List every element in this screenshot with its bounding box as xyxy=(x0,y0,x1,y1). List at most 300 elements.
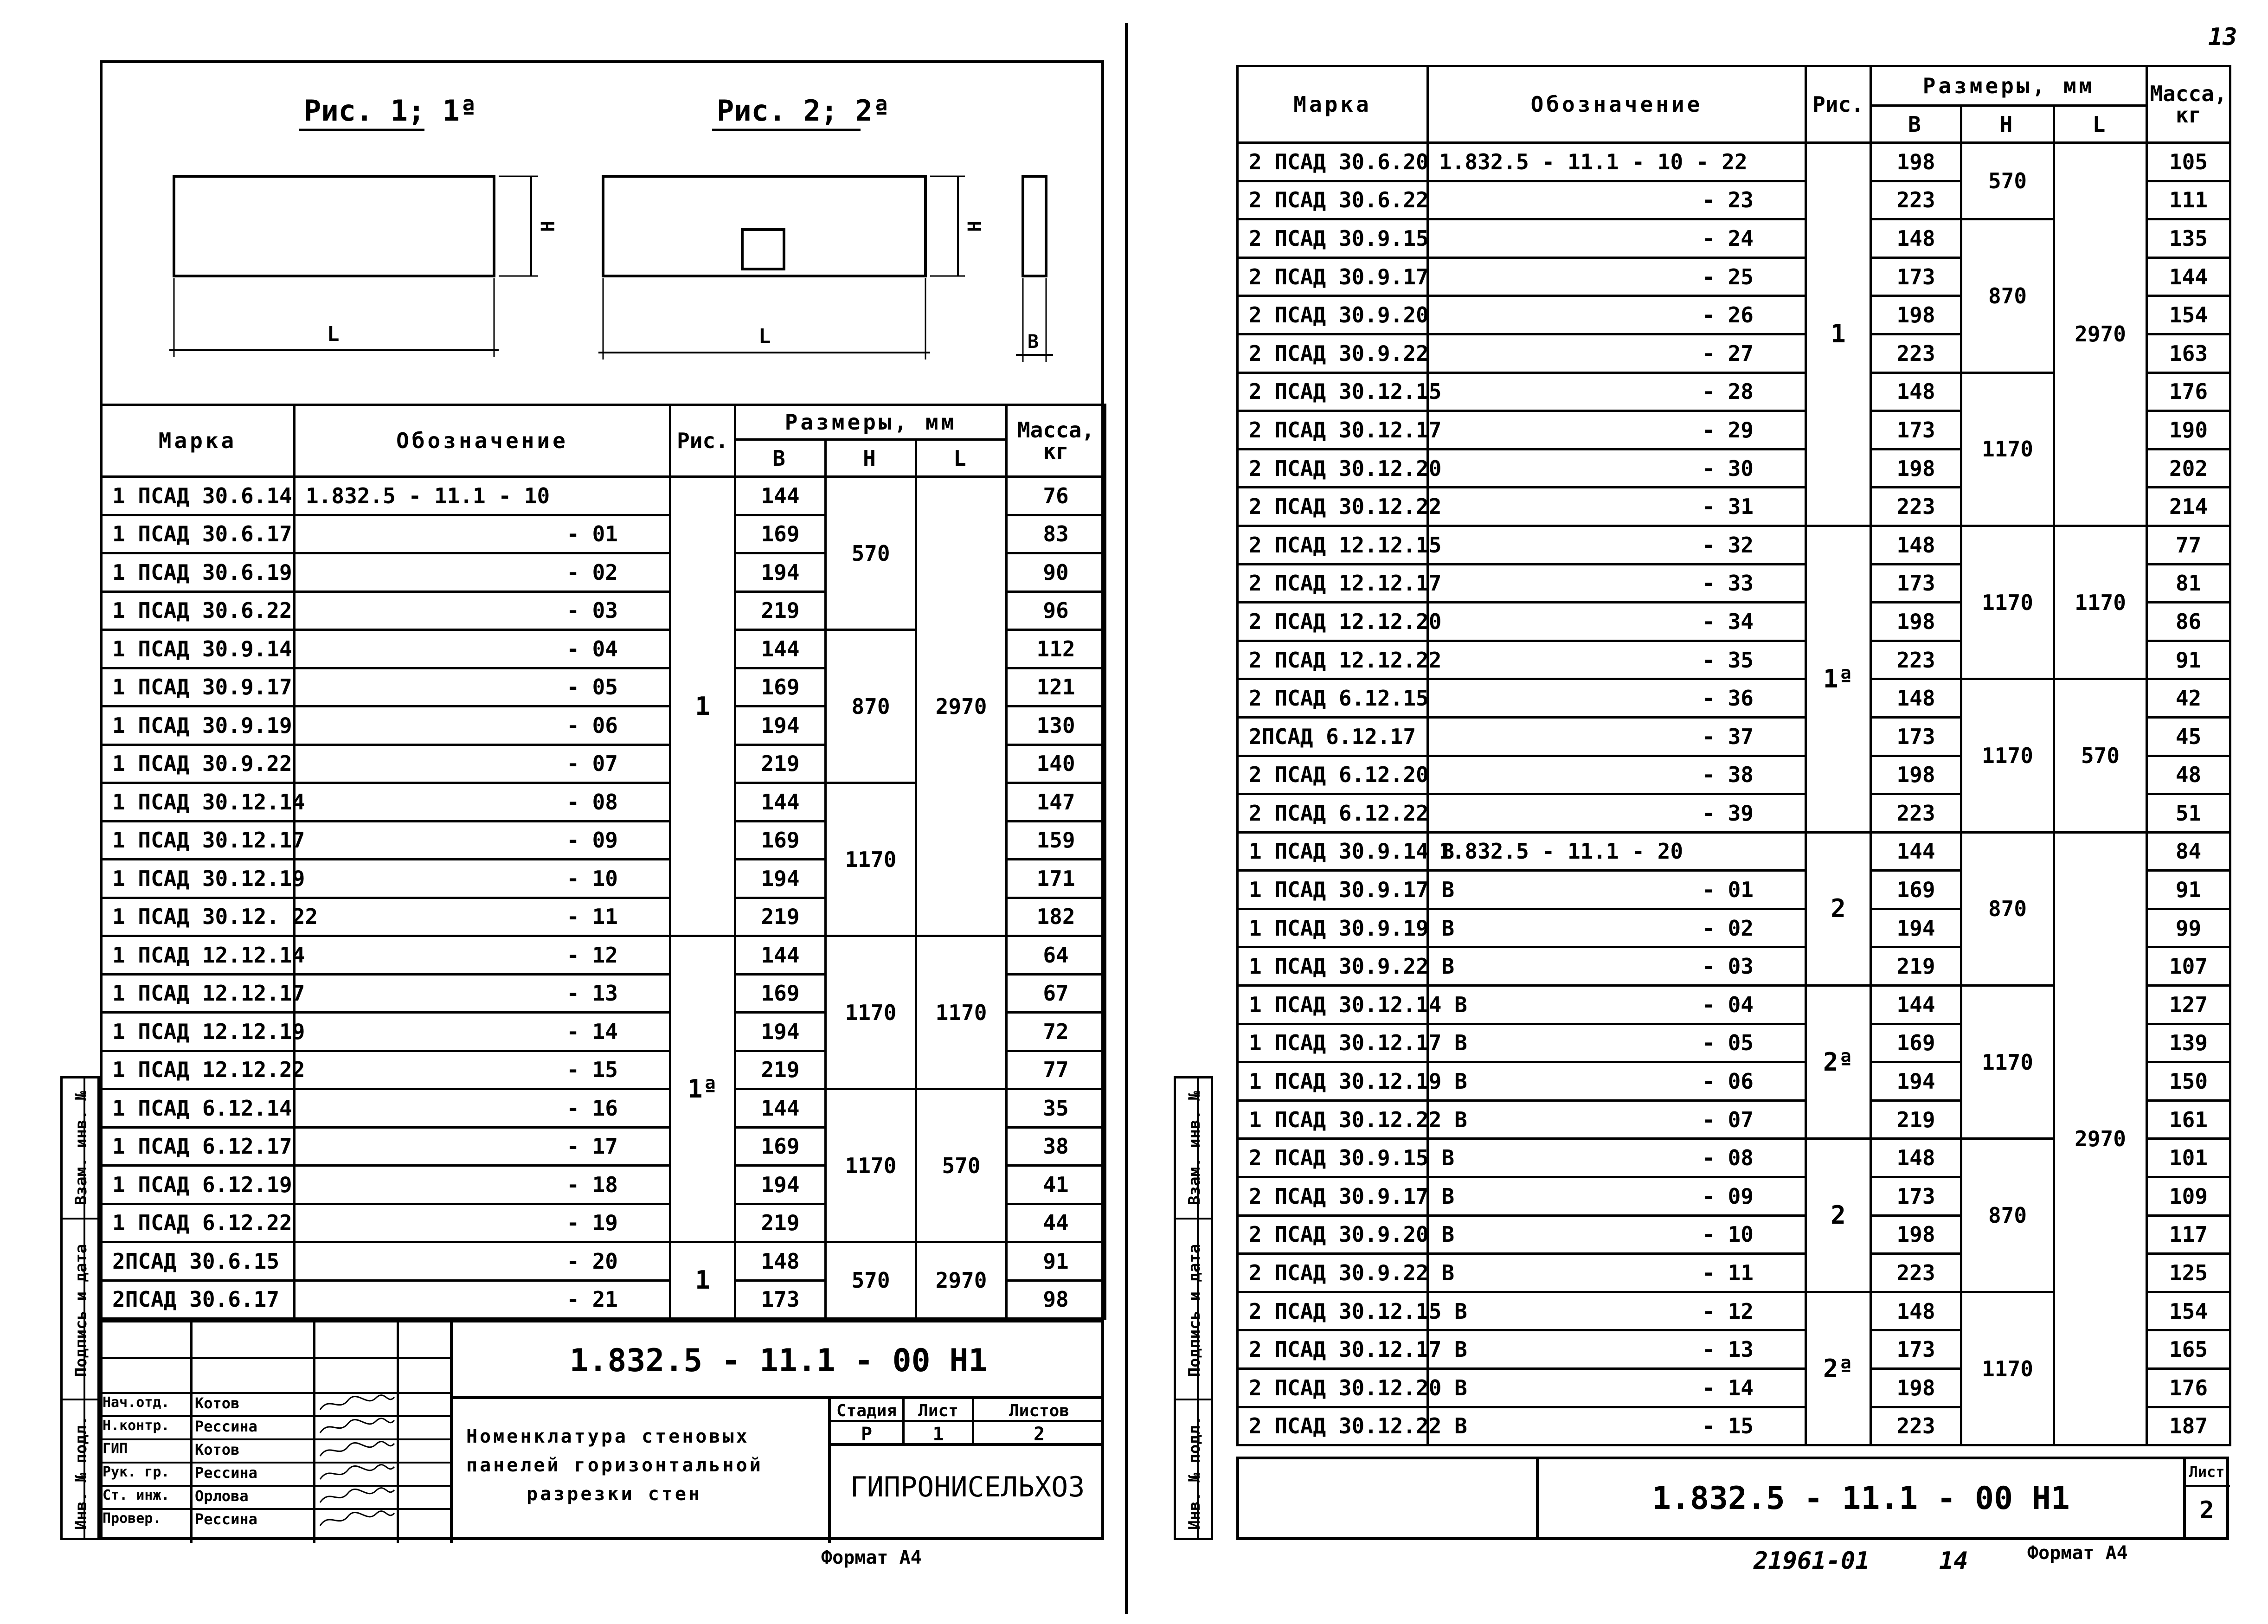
cell-h: 1170 xyxy=(1961,986,2054,1139)
cell-b: 194 xyxy=(1871,1062,1961,1101)
cell-marka: 1 ПСАД 12.12.22 xyxy=(101,1051,295,1089)
cell-massa: 98 xyxy=(1007,1280,1105,1319)
cell-oboz: - 25 xyxy=(1428,257,1806,296)
signature xyxy=(318,1463,397,1485)
left-side-label-3: Инв. № подл. xyxy=(72,1416,90,1530)
cell-h: 1170 xyxy=(826,783,916,936)
cell-massa: 105 xyxy=(2147,143,2230,181)
table-row xyxy=(1238,679,2230,718)
cell-b: 219 xyxy=(735,1204,826,1242)
cell-b: 169 xyxy=(1871,1024,1961,1062)
cell-massa: 35 xyxy=(1007,1089,1105,1128)
stamp-role: ГИП xyxy=(103,1441,128,1457)
cell-l: 2970 xyxy=(2054,832,2147,1445)
cell-massa: 48 xyxy=(2147,756,2230,794)
r-hdr-massa: Масса, кг xyxy=(2147,66,2230,143)
cell-oboz: - 31 xyxy=(1428,488,1806,526)
cell-marka: 1 ПСАД 12.12.19 xyxy=(101,1013,295,1051)
cell-oboz: - 38 xyxy=(1428,756,1806,794)
r-hdr-l: L xyxy=(2054,106,2147,143)
cell-oboz: 1.832.5 - 11.1 - 10 - 22 xyxy=(1428,143,1806,181)
cell-massa: 190 xyxy=(2147,411,2230,449)
cell-marka: 2 ПСАД 30.12.20 xyxy=(1238,449,1428,488)
cell-marka: 2 ПСАД 12.12.17 xyxy=(1238,564,1428,603)
cell-b: 198 xyxy=(1871,143,1961,181)
cell-massa: 81 xyxy=(2147,564,2230,603)
cell-oboz: - 07 xyxy=(1428,1100,1806,1139)
cell-b: 194 xyxy=(735,1013,826,1051)
cell-h: 570 xyxy=(826,1242,916,1319)
left-side-label-1: Взам. инв. № xyxy=(72,1091,90,1205)
left-doc-code: 1.832.5 - 11.1 - 00 Н1 xyxy=(453,1322,1104,1399)
cell-massa: 111 xyxy=(2147,181,2230,219)
cell-marka: 2 ПСАД 30.9.20 В xyxy=(1238,1215,1428,1254)
cell-massa: 67 xyxy=(1007,974,1105,1013)
cell-oboz: - 14 xyxy=(295,1013,670,1051)
hdr-razmery: Размеры, мм xyxy=(735,405,1007,440)
stamp-role: Н.контр. xyxy=(103,1418,170,1434)
cell-oboz: - 05 xyxy=(295,668,670,706)
sheet-page: 14 xyxy=(1939,1547,1968,1575)
cell-massa: 214 xyxy=(2147,488,2230,526)
cell-h: 870 xyxy=(1961,219,2054,372)
cell-l: 1170 xyxy=(2054,526,2147,679)
cell-marka: 2 ПСАД 30.9.17 В xyxy=(1238,1177,1428,1216)
cell-oboz: - 08 xyxy=(295,783,670,822)
cell-oboz: - 12 xyxy=(295,936,670,975)
cell-b: 223 xyxy=(1871,794,1961,833)
cell-oboz: - 32 xyxy=(1428,526,1806,564)
cell-massa: 84 xyxy=(2147,832,2230,871)
cell-oboz: - 34 xyxy=(1428,603,1806,641)
cell-massa: 42 xyxy=(2147,679,2230,718)
cell-marka: 2 ПСАД 6.12.15 xyxy=(1238,679,1428,718)
cell-massa: 182 xyxy=(1007,898,1105,936)
cell-marka: 1 ПСАД 30.9.14 xyxy=(101,630,295,668)
cell-massa: 83 xyxy=(1007,515,1105,553)
cell-oboz: - 13 xyxy=(295,974,670,1013)
cell-l: 2970 xyxy=(916,477,1007,936)
cell-b: 223 xyxy=(1871,1407,1961,1445)
cell-marka: 2 ПСАД 12.12.22 xyxy=(1238,641,1428,679)
cell-marka: 1 ПСАД 6.12.17 xyxy=(101,1127,295,1166)
right-side-label-3: Инв. № подл. xyxy=(1185,1416,1204,1530)
cell-ris: 1 xyxy=(1806,143,1871,526)
cell-oboz: 1.832.5 - 11.1 - 10 xyxy=(295,477,670,515)
cell-oboz: - 14 xyxy=(1428,1369,1806,1407)
cell-massa: 125 xyxy=(2147,1254,2230,1292)
cell-massa: 154 xyxy=(2147,296,2230,334)
stamp-name: Рессина xyxy=(195,1464,257,1482)
cell-massa: 130 xyxy=(1007,706,1105,745)
cell-b: 223 xyxy=(1871,334,1961,372)
stamp-role: Провер. xyxy=(103,1510,161,1527)
cell-marka: 2 ПСАД 30.12.17 xyxy=(1238,411,1428,449)
org-name: ГИПРОНИСЕЛЬХОЗ xyxy=(850,1471,1085,1503)
cell-massa: 144 xyxy=(2147,257,2230,296)
cell-ris: 2ª xyxy=(1806,986,1871,1139)
cell-massa: 109 xyxy=(2147,1177,2230,1216)
cell-b: 194 xyxy=(735,706,826,745)
cell-oboz: - 21 xyxy=(295,1280,670,1319)
cell-massa: 140 xyxy=(1007,745,1105,783)
r-hdr-h: Н xyxy=(1961,106,2054,143)
cell-oboz: - 26 xyxy=(1428,296,1806,334)
right-list-value: 2 xyxy=(2199,1496,2214,1524)
cell-marka: 2 ПСАД 30.9.20 xyxy=(1238,296,1428,334)
cell-oboz: - 37 xyxy=(1428,717,1806,756)
cell-massa: 72 xyxy=(1007,1013,1105,1051)
cell-marka: 1 ПСАД 30.9.17 В xyxy=(1238,871,1428,909)
cell-oboz: - 10 xyxy=(1428,1215,1806,1254)
signature xyxy=(318,1486,397,1508)
cell-oboz: - 07 xyxy=(295,745,670,783)
cell-oboz: - 01 xyxy=(295,515,670,553)
listov-label: Листов xyxy=(1009,1401,1070,1420)
cell-oboz: - 08 xyxy=(1428,1139,1806,1177)
list-label: Лист xyxy=(918,1401,958,1420)
list-value: 1 xyxy=(932,1424,944,1445)
cell-b: 198 xyxy=(1871,603,1961,641)
cell-b: 219 xyxy=(735,591,826,630)
stamp-name: Котов xyxy=(195,1394,240,1412)
cell-oboz: - 03 xyxy=(1428,947,1806,986)
cell-massa: 77 xyxy=(1007,1051,1105,1089)
cell-h: 1170 xyxy=(826,1089,916,1242)
cell-marka: 1 ПСАД 12.12.17 xyxy=(101,974,295,1013)
cell-b: 194 xyxy=(735,860,826,898)
cell-b: 144 xyxy=(735,477,826,515)
cell-marka: 2 ПСАД 30.9.22 В xyxy=(1238,1254,1428,1292)
cell-l: 2970 xyxy=(916,1242,1007,1319)
left-doc-title xyxy=(466,1422,805,1508)
cell-h: 870 xyxy=(1961,832,2054,985)
fig1-title: Рис. 1; 1ª xyxy=(304,94,477,128)
cell-massa: 64 xyxy=(1007,936,1105,975)
cell-massa: 147 xyxy=(1007,783,1105,822)
stamp-name: Рессина xyxy=(195,1418,257,1435)
cell-marka: 2ПСАД 6.12.17 xyxy=(1238,717,1428,756)
cell-marka: 1 ПСАД 30.12.19 xyxy=(101,860,295,898)
cell-h: 870 xyxy=(1961,1139,2054,1292)
stadia-label: Стадия xyxy=(836,1401,897,1420)
cell-oboz: - 16 xyxy=(295,1089,670,1128)
cell-l: 1170 xyxy=(916,936,1007,1089)
cell-oboz: - 01 xyxy=(1428,871,1806,909)
cell-marka: 2 ПСАД 30.12.15 xyxy=(1238,372,1428,411)
cell-marka: 1 ПСАД 12.12.14 xyxy=(101,936,295,975)
cell-oboz: - 11 xyxy=(1428,1254,1806,1292)
left-spec-table xyxy=(100,404,1106,1320)
cell-massa: 135 xyxy=(2147,219,2230,258)
cell-ris: 1 xyxy=(670,1242,735,1319)
cell-marka: 1 ПСАД 30.6.22 xyxy=(101,591,295,630)
cell-massa: 171 xyxy=(1007,860,1105,898)
cell-massa: 159 xyxy=(1007,821,1105,860)
hdr-ris: Рис. xyxy=(670,405,735,477)
cell-massa: 77 xyxy=(2147,526,2230,564)
cell-b: 169 xyxy=(1871,871,1961,909)
signature xyxy=(318,1509,397,1532)
right-doc-code: 1.832.5 - 11.1 - 00 Н1 xyxy=(1652,1480,2070,1517)
archive-number: 21961-01 xyxy=(1754,1547,1870,1575)
cell-marka: 2 ПСАД 30.9.15 xyxy=(1238,219,1428,258)
cell-marka: 1 ПСАД 30.12.17 xyxy=(101,821,295,860)
cell-marka: 2 ПСАД 30.9.22 xyxy=(1238,334,1428,372)
cell-l: 570 xyxy=(916,1089,1007,1242)
cell-oboz: - 10 xyxy=(295,860,670,898)
cell-ris: 1ª xyxy=(1806,526,1871,832)
cell-marka: 2 ПСАД 30.12.15 В xyxy=(1238,1292,1428,1330)
cell-massa: 176 xyxy=(2147,1369,2230,1407)
right-side-label-1: Взам. инв. № xyxy=(1185,1091,1204,1205)
stamp-role: Ст. инж. xyxy=(103,1487,170,1503)
cell-h: 1170 xyxy=(1961,372,2054,526)
signature xyxy=(318,1393,397,1416)
table-row xyxy=(101,936,1105,975)
stamp-role: Нач.отд. xyxy=(103,1394,170,1411)
cell-massa: 127 xyxy=(2147,986,2230,1024)
page-divider xyxy=(1125,23,1128,1614)
fig2-h-label: H xyxy=(964,220,986,232)
signature xyxy=(318,1417,397,1439)
cell-h: 1170 xyxy=(1961,679,2054,832)
cell-marka: 2 ПСАД 30.6.22 xyxy=(1238,181,1428,219)
cell-b: 219 xyxy=(1871,947,1961,986)
cell-b: 223 xyxy=(1871,488,1961,526)
cell-oboz: - 18 xyxy=(295,1166,670,1204)
cell-ris: 2 xyxy=(1806,832,1871,985)
cell-oboz: - 19 xyxy=(295,1204,670,1242)
hdr-b: В xyxy=(735,440,826,477)
cell-b: 198 xyxy=(1871,756,1961,794)
cell-b: 144 xyxy=(735,1089,826,1128)
table-row xyxy=(101,1089,1105,1128)
cell-massa: 117 xyxy=(2147,1215,2230,1254)
stamp-name: Котов xyxy=(195,1441,240,1458)
cell-b: 173 xyxy=(1871,257,1961,296)
cell-b: 169 xyxy=(735,821,826,860)
cell-marka: 2 ПСАД 30.9.17 xyxy=(1238,257,1428,296)
cell-oboz: - 04 xyxy=(1428,986,1806,1024)
cell-marka: 1 ПСАД 30.6.17 xyxy=(101,515,295,553)
cell-marka: 1 ПСАД 6.12.22 xyxy=(101,1204,295,1242)
cell-marka: 2 ПСАД 6.12.20 xyxy=(1238,756,1428,794)
cell-l: 2970 xyxy=(2054,143,2147,526)
cell-massa: 154 xyxy=(2147,1292,2230,1330)
cell-oboz: - 27 xyxy=(1428,334,1806,372)
r-hdr-marka: Марка xyxy=(1238,66,1428,143)
stadia-value: Р xyxy=(861,1424,873,1445)
cell-oboz: - 15 xyxy=(1428,1407,1806,1445)
r-hdr-oboz: Обозначение xyxy=(1428,66,1806,143)
cell-b: 148 xyxy=(735,1242,826,1281)
cell-b: 198 xyxy=(1871,1215,1961,1254)
cell-ris: 1ª xyxy=(670,936,735,1242)
cell-marka: 2ПСАД 30.6.17 xyxy=(101,1280,295,1319)
cell-b: 173 xyxy=(1871,411,1961,449)
cell-massa: 139 xyxy=(2147,1024,2230,1062)
cell-oboz: - 20 xyxy=(295,1242,670,1281)
left-format: Формат А4 xyxy=(821,1547,922,1568)
cell-massa: 107 xyxy=(2147,947,2230,986)
cell-b: 223 xyxy=(1871,641,1961,679)
cell-oboz: - 02 xyxy=(295,553,670,592)
cell-oboz: - 05 xyxy=(1428,1024,1806,1062)
cell-marka: 2 ПСАД 30.12.22 xyxy=(1238,488,1428,526)
left-side-label-2: Подпись и дата xyxy=(72,1244,90,1377)
cell-b: 198 xyxy=(1871,449,1961,488)
table-row xyxy=(1238,143,2230,181)
cell-ris: 2ª xyxy=(1806,1292,1871,1445)
cell-b: 219 xyxy=(735,745,826,783)
cell-oboz: - 09 xyxy=(1428,1177,1806,1216)
cell-marka: 1 ПСАД 30.9.14 В xyxy=(1238,832,1428,871)
cell-massa: 76 xyxy=(1007,477,1105,515)
cell-massa: 187 xyxy=(2147,1407,2230,1445)
cell-marka: 2 ПСАД 30.6.20 xyxy=(1238,143,1428,181)
cell-marka: 1 ПСАД 30.12.14 xyxy=(101,783,295,822)
cell-massa: 150 xyxy=(2147,1062,2230,1101)
cell-marka: 2 ПСАД 30.12.20 В xyxy=(1238,1369,1428,1407)
cell-b: 194 xyxy=(1871,909,1961,947)
cell-oboz: 1.832.5 - 11.1 - 20 xyxy=(1428,832,1806,871)
cell-marka: 1 ПСАД 30.9.22 xyxy=(101,745,295,783)
cell-massa: 45 xyxy=(2147,717,2230,756)
page-number: 13 xyxy=(2208,23,2237,51)
cell-marka: 1 ПСАД 6.12.14 xyxy=(101,1089,295,1128)
cell-massa: 38 xyxy=(1007,1127,1105,1166)
right-stamp xyxy=(1236,1457,2229,1540)
cell-oboz: - 23 xyxy=(1428,181,1806,219)
cell-b: 169 xyxy=(735,1127,826,1166)
cell-marka: 2ПСАД 30.6.15 xyxy=(101,1242,295,1281)
cell-marka: 2 ПСАД 30.12.17 В xyxy=(1238,1330,1428,1369)
fig2-opening xyxy=(742,230,784,269)
cell-b: 198 xyxy=(1871,296,1961,334)
right-side-label-2: Подпись и дата xyxy=(1185,1244,1204,1377)
cell-b: 148 xyxy=(1871,372,1961,411)
cell-b: 148 xyxy=(1871,219,1961,258)
cell-b: 198 xyxy=(1871,1369,1961,1407)
hdr-massa: Масса, кг xyxy=(1007,405,1105,477)
fig2-panel xyxy=(603,176,925,276)
cell-massa: 41 xyxy=(1007,1166,1105,1204)
cell-marka: 1 ПСАД 30.9.19 В xyxy=(1238,909,1428,947)
cell-oboz: - 36 xyxy=(1428,679,1806,718)
cell-oboz: - 39 xyxy=(1428,794,1806,833)
cell-l: 570 xyxy=(2054,679,2147,832)
right-format: Формат А4 xyxy=(2027,1542,2128,1564)
cell-marka: 2 ПСАД 12.12.15 xyxy=(1238,526,1428,564)
cell-massa: 91 xyxy=(1007,1242,1105,1281)
right-spec-table xyxy=(1236,65,2231,1446)
cell-oboz: - 29 xyxy=(1428,411,1806,449)
cell-oboz: - 06 xyxy=(1428,1062,1806,1101)
cell-b: 148 xyxy=(1871,1139,1961,1177)
cell-oboz: - 12 xyxy=(1428,1292,1806,1330)
cell-massa: 44 xyxy=(1007,1204,1105,1242)
cell-massa: 96 xyxy=(1007,591,1105,630)
cell-oboz: - 06 xyxy=(295,706,670,745)
fig1-panel xyxy=(174,176,494,276)
cell-b: 194 xyxy=(735,1166,826,1204)
fig2-title: Рис. 2; 2ª xyxy=(717,94,890,128)
cell-oboz: - 30 xyxy=(1428,449,1806,488)
cell-marka: 1 ПСАД 30.12.17 В xyxy=(1238,1024,1428,1062)
cell-b: 144 xyxy=(735,630,826,668)
cell-b: 194 xyxy=(735,553,826,592)
cell-b: 148 xyxy=(1871,1292,1961,1330)
cell-massa: 90 xyxy=(1007,553,1105,592)
cell-marka: 1 ПСАД 30.12.14 В xyxy=(1238,986,1428,1024)
left-stamp xyxy=(100,1320,1104,1540)
cell-oboz: - 04 xyxy=(295,630,670,668)
hdr-marka: Марка xyxy=(101,405,295,477)
r-hdr-razmery: Размеры, мм xyxy=(1871,66,2147,106)
fig1-h-label: H xyxy=(538,220,559,232)
cell-massa: 99 xyxy=(2147,909,2230,947)
cell-massa: 112 xyxy=(1007,630,1105,668)
cell-marka: 1 ПСАД 30.12.19 В xyxy=(1238,1062,1428,1101)
cell-oboz: - 09 xyxy=(295,821,670,860)
cell-marka: 1 ПСАД 30.12. 22 xyxy=(101,898,295,936)
table-row xyxy=(101,477,1105,515)
cell-massa: 86 xyxy=(2147,603,2230,641)
cell-b: 223 xyxy=(1871,1254,1961,1292)
right-list-label: Лист xyxy=(2189,1463,2225,1481)
cell-oboz: - 03 xyxy=(295,591,670,630)
cell-massa: 161 xyxy=(2147,1100,2230,1139)
cell-h: 570 xyxy=(826,477,916,630)
cell-oboz: - 24 xyxy=(1428,219,1806,258)
hdr-oboz: Обозначение xyxy=(295,405,670,477)
cell-massa: 91 xyxy=(2147,641,2230,679)
cell-oboz: - 17 xyxy=(295,1127,670,1166)
cell-b: 173 xyxy=(1871,717,1961,756)
figures-drawing xyxy=(100,60,1104,406)
cell-b: 144 xyxy=(735,936,826,975)
cell-marka: 1 ПСАД 30.9.17 xyxy=(101,668,295,706)
cell-marka: 1 ПСАД 30.6.19 xyxy=(101,553,295,592)
cell-h: 570 xyxy=(1961,143,2054,219)
cell-marka: 2 ПСАД 30.12.22 В xyxy=(1238,1407,1428,1445)
cell-b: 173 xyxy=(1871,1330,1961,1369)
right-side-strip xyxy=(1174,1076,1213,1540)
cell-marka: 2 ПСАД 30.9.15 В xyxy=(1238,1139,1428,1177)
title-line-1: Номенклатура стеновых xyxy=(466,1426,750,1447)
table-row xyxy=(101,1242,1105,1281)
listov-value: 2 xyxy=(1033,1424,1045,1445)
cell-massa: 163 xyxy=(2147,334,2230,372)
r-hdr-ris: Рис. xyxy=(1806,66,1871,143)
cell-b: 219 xyxy=(1871,1100,1961,1139)
cell-marka: 1 ПСАД 30.9.22 В xyxy=(1238,947,1428,986)
cell-b: 148 xyxy=(1871,526,1961,564)
cell-oboz: - 13 xyxy=(1428,1330,1806,1369)
stamp-role: Рук. гр. xyxy=(103,1464,170,1480)
cell-marka: 2 ПСАД 6.12.22 xyxy=(1238,794,1428,833)
hdr-h: Н xyxy=(826,440,916,477)
cell-b: 173 xyxy=(1871,1177,1961,1216)
cell-h: 870 xyxy=(826,630,916,783)
cell-massa: 51 xyxy=(2147,794,2230,833)
stamp-name: Рессина xyxy=(195,1510,257,1528)
hdr-l: L xyxy=(916,440,1007,477)
cell-marka: 1 ПСАД 30.12.22 В xyxy=(1238,1100,1428,1139)
stamp-name: Орлова xyxy=(195,1487,249,1505)
title-line-2: панелей горизонтальной xyxy=(466,1455,763,1476)
